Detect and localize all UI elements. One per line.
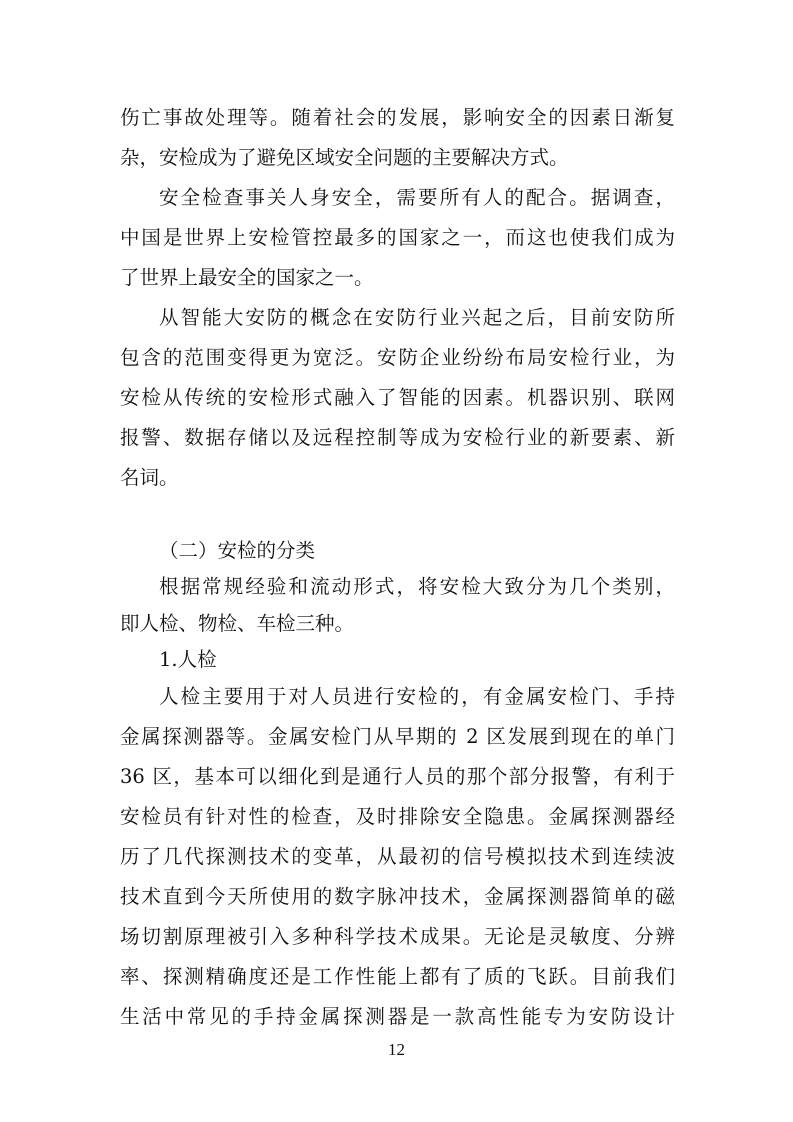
paragraph-line: 杂，安检成为了避免区域安全问题的主要解决方式。 xyxy=(120,146,569,169)
paragraph-line: 场切割原理被引入多种科学技术成果。无论是灵敏度、分辨 xyxy=(120,925,675,948)
paragraph-line: 安全检查事关人身安全，需要所有人的配合。据调查， xyxy=(159,186,675,209)
paragraph-line: 中国是世界上安检管控最多的国家之一，而这也使我们成为 xyxy=(120,226,675,249)
paragraph-line: 技术直到今天所使用的数字脉冲技术，金属探测器简单的磁 xyxy=(120,885,675,908)
paragraph-line: 从智能大安防的概念在安防行业兴起之后，目前安防所 xyxy=(159,306,675,329)
paragraph-line: 伤亡事故处理等。随着社会的发展，影响安全的因素日渐复 xyxy=(120,106,675,129)
paragraph-line: 安检从传统的安检形式融入了智能的因素。机器识别、联网 xyxy=(120,386,675,409)
paragraph-line: 人检主要用于对人员进行安检的，有金属安检门、手持 xyxy=(159,685,675,708)
paragraph-line: 率、探测精确度还是工作性能上都有了质的飞跃。目前我们 xyxy=(120,965,675,988)
paragraph-line: 了世界上最安全的国家之一。 xyxy=(120,266,374,289)
paragraph-line: 即人检、物检、车检三种。 xyxy=(120,612,355,635)
subsection-heading: 1.人检 xyxy=(159,648,217,671)
paragraph-line: 36 区，基本可以细化到是通行人员的那个部分报警，有利于 xyxy=(120,765,675,788)
paragraph-line: 生活中常见的手持金属探测器是一款高性能专为安防设计 xyxy=(120,1005,675,1028)
paragraph-line: 报警、数据存储以及远程控制等成为安检行业的新要素、新 xyxy=(120,426,675,449)
paragraph-line: 名词。 xyxy=(120,466,179,489)
paragraph-line: 历了几代探测技术的变革，从最初的信号模拟技术到连续波 xyxy=(120,845,675,868)
paragraph-line: 安检员有针对性的检查，及时排除安全隐患。金属探测器经 xyxy=(120,805,675,828)
paragraph-line: 金属探测器等。金属安检门从早期的 2 区发展到现在的单门 xyxy=(120,725,675,748)
page-number: 12 xyxy=(388,1040,405,1059)
paragraph-line: 包含的范围变得更为宽泛。安防企业纷纷布局安检行业，为 xyxy=(120,346,675,369)
section-heading: （二）安检的分类 xyxy=(159,539,316,562)
paragraph-line: 根据常规经验和流动形式，将安检大致分为几个类别， xyxy=(159,575,675,598)
